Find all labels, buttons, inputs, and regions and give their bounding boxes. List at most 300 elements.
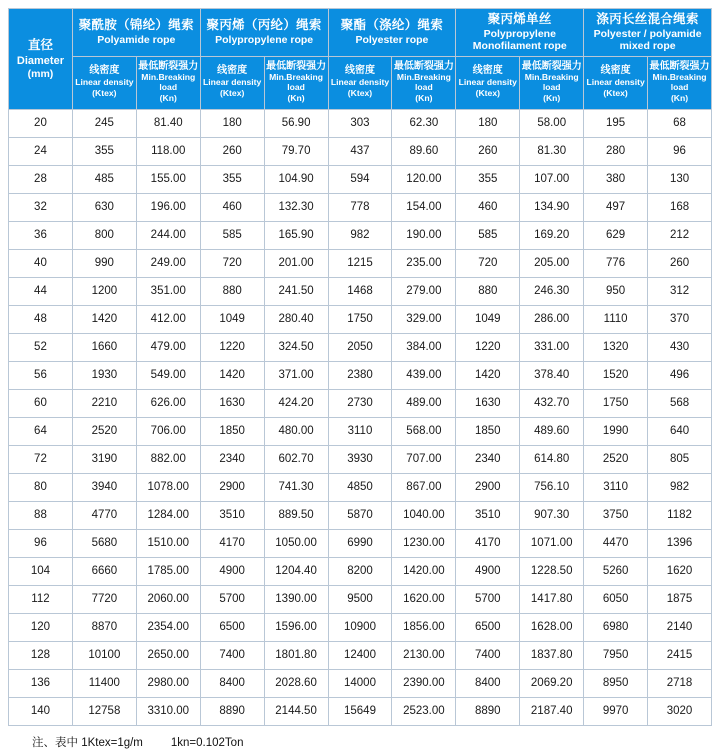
- cell-value: 5700: [456, 585, 520, 613]
- cell-value: 1628.00: [520, 613, 584, 641]
- table-row: [9, 305, 712, 333]
- cell-value: 2340: [200, 445, 264, 473]
- table-row: [9, 641, 712, 669]
- cell-value: 2390.00: [392, 669, 456, 697]
- cell-value: 2520: [72, 417, 136, 445]
- cell-value: 195: [584, 109, 648, 137]
- cell-value: 568: [648, 389, 712, 417]
- cell-value: 2900: [200, 473, 264, 501]
- subheader-linear-density: [328, 56, 392, 109]
- cell-value: 8950: [584, 669, 648, 697]
- cell-value: 2069.20: [520, 669, 584, 697]
- table-row: [9, 557, 712, 585]
- subheader-label-en: Linear density: [75, 77, 134, 88]
- cell-value: 1468: [328, 277, 392, 305]
- cell-diameter: 52: [9, 333, 73, 361]
- cell-value: 1620.00: [392, 585, 456, 613]
- cell-value: 1320: [584, 333, 648, 361]
- cell-value: 1785.00: [136, 557, 200, 585]
- subheader-label-en: Min.Breaking load: [141, 72, 196, 93]
- cell-value: 2900: [456, 473, 520, 501]
- cell-value: 6500: [456, 613, 520, 641]
- cell-value: 244.00: [136, 221, 200, 249]
- cell-value: 5700: [200, 585, 264, 613]
- cell-diameter: 104: [9, 557, 73, 585]
- column-group-polyester: [328, 9, 456, 57]
- group-label-cn: 聚丙烯（丙纶）绳索: [206, 18, 322, 33]
- cell-value: 378.40: [520, 361, 584, 389]
- cell-value: 3750: [584, 501, 648, 529]
- cell-value: 4170: [200, 529, 264, 557]
- cell-value: 1850: [200, 417, 264, 445]
- cell-value: 6050: [584, 585, 648, 613]
- table-row: [9, 333, 712, 361]
- group-label-en: Polyamide rope: [97, 33, 176, 46]
- subheader-label-en: Linear density: [586, 77, 645, 88]
- cell-value: 1630: [200, 389, 264, 417]
- cell-value: 889.50: [264, 501, 328, 529]
- cell-value: 2650.00: [136, 641, 200, 669]
- cell-value: 720: [456, 249, 520, 277]
- subheader-label-cn: 线密度: [89, 65, 120, 77]
- cell-value: 1930: [72, 361, 136, 389]
- table-row: [9, 165, 712, 193]
- cell-value: 324.50: [264, 333, 328, 361]
- cell-value: 1110: [584, 305, 648, 333]
- cell-value: 3510: [200, 501, 264, 529]
- cell-value: 1049: [200, 305, 264, 333]
- cell-value: 2520: [584, 445, 648, 473]
- table-header: [9, 9, 712, 110]
- cell-value: 549.00: [136, 361, 200, 389]
- column-group-pp-monofilament: [456, 9, 584, 57]
- subheader-label-en: Linear density: [203, 77, 262, 88]
- cell-diameter: 60: [9, 389, 73, 417]
- cell-diameter: 64: [9, 417, 73, 445]
- cell-diameter: 28: [9, 165, 73, 193]
- cell-value: 4770: [72, 501, 136, 529]
- cell-value: 104.90: [264, 165, 328, 193]
- cell-value: 1396: [648, 529, 712, 557]
- cell-value: 4170: [456, 529, 520, 557]
- cell-value: 165.90: [264, 221, 328, 249]
- group-label-cn: 聚丙烯单丝: [487, 12, 552, 26]
- cell-value: 79.70: [264, 137, 328, 165]
- subheader-label-cn: 最低断裂强力: [521, 60, 582, 72]
- cell-value: 6660: [72, 557, 136, 585]
- cell-value: 1220: [456, 333, 520, 361]
- cell-value: 460: [456, 193, 520, 221]
- cell-value: 249.00: [136, 249, 200, 277]
- cell-value: 3310.00: [136, 697, 200, 725]
- cell-diameter: 32: [9, 193, 73, 221]
- cell-value: 4470: [584, 529, 648, 557]
- cell-value: 489.60: [520, 417, 584, 445]
- cell-value: 89.60: [392, 137, 456, 165]
- cell-value: 11400: [72, 669, 136, 697]
- cell-value: 1420: [200, 361, 264, 389]
- cell-diameter: 20: [9, 109, 73, 137]
- cell-value: 130: [648, 165, 712, 193]
- cell-value: 312: [648, 277, 712, 305]
- cell-value: 6990: [328, 529, 392, 557]
- cell-value: 6500: [200, 613, 264, 641]
- cell-value: 778: [328, 193, 392, 221]
- cell-value: 246.30: [520, 277, 584, 305]
- cell-value: 640: [648, 417, 712, 445]
- subheader-label-cn: 最低断裂强力: [649, 60, 710, 72]
- cell-value: 594: [328, 165, 392, 193]
- cell-value: 1078.00: [136, 473, 200, 501]
- cell-value: 7950: [584, 641, 648, 669]
- table-row: [9, 697, 712, 725]
- cell-value: 2340: [456, 445, 520, 473]
- subheader-label-cn: 最低断裂强力: [393, 60, 454, 72]
- cell-value: 907.30: [520, 501, 584, 529]
- cell-value: 629: [584, 221, 648, 249]
- cell-diameter: 40: [9, 249, 73, 277]
- cell-diameter: 120: [9, 613, 73, 641]
- cell-value: 614.80: [520, 445, 584, 473]
- cell-value: 260: [648, 249, 712, 277]
- table-row: [9, 249, 712, 277]
- cell-value: 602.70: [264, 445, 328, 473]
- cell-value: 1228.50: [520, 557, 584, 585]
- cell-value: 355: [456, 165, 520, 193]
- cell-value: 2060.00: [136, 585, 200, 613]
- table-row: [9, 473, 712, 501]
- subheader-unit: (Ktex): [603, 88, 628, 99]
- cell-value: 1200: [72, 277, 136, 305]
- cell-value: 480.00: [264, 417, 328, 445]
- table-row: [9, 669, 712, 697]
- cell-value: 2980.00: [136, 669, 200, 697]
- subheader-unit: (Kn): [543, 93, 561, 104]
- cell-value: 1420: [72, 305, 136, 333]
- table-row: [9, 501, 712, 529]
- cell-value: 384.00: [392, 333, 456, 361]
- cell-value: 120.00: [392, 165, 456, 193]
- cell-value: 68: [648, 109, 712, 137]
- cell-value: 424.20: [264, 389, 328, 417]
- cell-value: 706.00: [136, 417, 200, 445]
- cell-value: 3110: [584, 473, 648, 501]
- cell-value: 1420.00: [392, 557, 456, 585]
- subheader-linear-density: [456, 56, 520, 109]
- column-header-diameter: [9, 9, 73, 110]
- group-label-cn: 聚酰胺（锦纶）绳索: [78, 18, 194, 33]
- cell-value: 371.00: [264, 361, 328, 389]
- cell-value: 982: [328, 221, 392, 249]
- column-group-polyamide: [72, 9, 200, 57]
- cell-value: 8200: [328, 557, 392, 585]
- cell-value: 81.40: [136, 109, 200, 137]
- cell-value: 1620: [648, 557, 712, 585]
- cell-value: 132.30: [264, 193, 328, 221]
- subheader-label-cn: 线密度: [472, 65, 503, 77]
- cell-value: 286.00: [520, 305, 584, 333]
- cell-value: 460: [200, 193, 264, 221]
- cell-value: 235.00: [392, 249, 456, 277]
- diameter-label-en: Diameter: [16, 54, 64, 67]
- cell-value: 351.00: [136, 277, 200, 305]
- cell-value: 1875: [648, 585, 712, 613]
- table-row: [9, 389, 712, 417]
- cell-value: 196.00: [136, 193, 200, 221]
- cell-value: 1510.00: [136, 529, 200, 557]
- cell-value: 1750: [584, 389, 648, 417]
- cell-value: 8870: [72, 613, 136, 641]
- group-label-en: Polyester rope: [355, 33, 429, 46]
- cell-value: 190.00: [392, 221, 456, 249]
- subheader-breaking-load: [520, 56, 584, 109]
- group-label-en: Polypropylene Monofilament rope: [472, 27, 567, 53]
- cell-diameter: 36: [9, 221, 73, 249]
- cell-value: 329.00: [392, 305, 456, 333]
- cell-value: 882.00: [136, 445, 200, 473]
- cell-value: 10900: [328, 613, 392, 641]
- subheader-label-cn: 线密度: [600, 65, 631, 77]
- cell-value: 2354.00: [136, 613, 200, 641]
- cell-value: 8890: [456, 697, 520, 725]
- table-row: [9, 361, 712, 389]
- cell-value: 805: [648, 445, 712, 473]
- table-row: [9, 109, 712, 137]
- cell-value: 180: [456, 109, 520, 137]
- cell-value: 201.00: [264, 249, 328, 277]
- subheader-breaking-load: [136, 56, 200, 109]
- cell-value: 260: [200, 137, 264, 165]
- cell-value: 1520: [584, 361, 648, 389]
- cell-diameter: 140: [9, 697, 73, 725]
- cell-value: 56.90: [264, 109, 328, 137]
- cell-value: 12758: [72, 697, 136, 725]
- cell-value: 3510: [456, 501, 520, 529]
- cell-value: 2140: [648, 613, 712, 641]
- group-label-cn: 聚酯（涤纶）绳索: [340, 18, 444, 33]
- subheader-breaking-load: [648, 56, 712, 109]
- cell-value: 485: [72, 165, 136, 193]
- cell-value: 14000: [328, 669, 392, 697]
- cell-diameter: 136: [9, 669, 73, 697]
- cell-value: 3020: [648, 697, 712, 725]
- cell-value: 5260: [584, 557, 648, 585]
- cell-value: 720: [200, 249, 264, 277]
- table-row: [9, 277, 712, 305]
- subheader-label-cn: 最低断裂强力: [138, 60, 199, 72]
- cell-value: 1750: [328, 305, 392, 333]
- header-row-subheaders: [9, 56, 712, 109]
- cell-value: 776: [584, 249, 648, 277]
- cell-value: 205.00: [520, 249, 584, 277]
- cell-value: 8890: [200, 697, 264, 725]
- cell-value: 280.40: [264, 305, 328, 333]
- cell-value: 630: [72, 193, 136, 221]
- cell-value: 2144.50: [264, 697, 328, 725]
- column-group-mixed: [584, 9, 712, 57]
- cell-value: 154.00: [392, 193, 456, 221]
- diameter-unit: (mm): [27, 67, 54, 80]
- cell-value: 1230.00: [392, 529, 456, 557]
- cell-value: 2130.00: [392, 641, 456, 669]
- subheader-breaking-load: [392, 56, 456, 109]
- cell-value: 3940: [72, 473, 136, 501]
- footnote-text-2: 1kn=0.102Ton: [170, 736, 244, 749]
- cell-diameter: 88: [9, 501, 73, 529]
- cell-value: 430: [648, 333, 712, 361]
- cell-value: 355: [72, 137, 136, 165]
- cell-value: 4900: [200, 557, 264, 585]
- subheader-unit: (Ktex): [219, 88, 245, 99]
- cell-diameter: 96: [9, 529, 73, 557]
- cell-diameter: 24: [9, 137, 73, 165]
- cell-value: 241.50: [264, 277, 328, 305]
- cell-value: 1417.80: [520, 585, 584, 613]
- cell-value: 3190: [72, 445, 136, 473]
- cell-value: 245: [72, 109, 136, 137]
- cell-value: 2730: [328, 389, 392, 417]
- cell-value: 585: [200, 221, 264, 249]
- cell-value: 1856.00: [392, 613, 456, 641]
- cell-diameter: 56: [9, 361, 73, 389]
- subheader-label-en: Min.Breaking load: [652, 72, 707, 93]
- cell-value: 1660: [72, 333, 136, 361]
- cell-value: 134.90: [520, 193, 584, 221]
- cell-diameter: 72: [9, 445, 73, 473]
- cell-value: 412.00: [136, 305, 200, 333]
- table-row: [9, 221, 712, 249]
- cell-diameter: 80: [9, 473, 73, 501]
- cell-value: 96: [648, 137, 712, 165]
- table-row: [9, 193, 712, 221]
- cell-diameter: 112: [9, 585, 73, 613]
- cell-value: 118.00: [136, 137, 200, 165]
- cell-value: 1390.00: [264, 585, 328, 613]
- cell-value: 1837.80: [520, 641, 584, 669]
- table-row: [9, 529, 712, 557]
- cell-value: 867.00: [392, 473, 456, 501]
- group-label-cn: 涤丙长丝混合绳索: [596, 12, 699, 26]
- cell-value: 950: [584, 277, 648, 305]
- cell-value: 5870: [328, 501, 392, 529]
- footnote: [8, 734, 712, 750]
- cell-value: 81.30: [520, 137, 584, 165]
- cell-value: 370: [648, 305, 712, 333]
- subheader-label-cn: 最低断裂强力: [266, 60, 327, 72]
- cell-value: 279.00: [392, 277, 456, 305]
- cell-value: 155.00: [136, 165, 200, 193]
- subheader-linear-density: [584, 56, 648, 109]
- subheader-label-en: Linear density: [330, 77, 390, 88]
- cell-value: 800: [72, 221, 136, 249]
- cell-value: 6980: [584, 613, 648, 641]
- cell-value: 2187.40: [520, 697, 584, 725]
- subheader-label-cn: 线密度: [344, 65, 375, 77]
- cell-value: 1850: [456, 417, 520, 445]
- cell-value: 280: [584, 137, 648, 165]
- header-row-groups: [9, 9, 712, 57]
- cell-value: 180: [200, 109, 264, 137]
- subheader-label-en: Linear density: [458, 77, 517, 88]
- cell-value: 2028.60: [264, 669, 328, 697]
- subheader-unit: (Ktex): [92, 88, 117, 99]
- cell-value: 880: [456, 277, 520, 305]
- cell-value: 1071.00: [520, 529, 584, 557]
- rope-specification-table: [8, 8, 712, 726]
- cell-value: 3930: [328, 445, 392, 473]
- cell-value: 4850: [328, 473, 392, 501]
- cell-value: 7400: [200, 641, 264, 669]
- cell-value: 982: [648, 473, 712, 501]
- table-body: [9, 109, 712, 725]
- cell-value: 331.00: [520, 333, 584, 361]
- subheader-label-cn: 线密度: [217, 65, 248, 77]
- cell-value: 1215: [328, 249, 392, 277]
- cell-value: 626.00: [136, 389, 200, 417]
- cell-value: 2415: [648, 641, 712, 669]
- cell-value: 355: [200, 165, 264, 193]
- cell-value: 496: [648, 361, 712, 389]
- cell-diameter: 44: [9, 277, 73, 305]
- cell-value: 8400: [456, 669, 520, 697]
- subheader-label-en: Min.Breaking load: [524, 72, 579, 93]
- cell-value: 7720: [72, 585, 136, 613]
- subheader-linear-density: [72, 56, 136, 109]
- cell-value: 1204.40: [264, 557, 328, 585]
- column-group-polypropylene: [200, 9, 328, 57]
- cell-value: 4900: [456, 557, 520, 585]
- table-row: [9, 445, 712, 473]
- cell-value: 432.70: [520, 389, 584, 417]
- cell-value: 1050.00: [264, 529, 328, 557]
- cell-value: 1049: [456, 305, 520, 333]
- subheader-unit: (Ktex): [475, 88, 500, 99]
- cell-value: 107.00: [520, 165, 584, 193]
- cell-value: 2210: [72, 389, 136, 417]
- cell-value: 489.00: [392, 389, 456, 417]
- subheader-unit: (Kn): [670, 93, 689, 104]
- cell-value: 7400: [456, 641, 520, 669]
- cell-value: 212: [648, 221, 712, 249]
- cell-value: 1284.00: [136, 501, 200, 529]
- cell-diameter: 128: [9, 641, 73, 669]
- cell-value: 439.00: [392, 361, 456, 389]
- cell-value: 168: [648, 193, 712, 221]
- cell-value: 2050: [328, 333, 392, 361]
- cell-value: 380: [584, 165, 648, 193]
- cell-value: 585: [456, 221, 520, 249]
- cell-value: 15649: [328, 697, 392, 725]
- cell-value: 62.30: [392, 109, 456, 137]
- cell-value: 3110: [328, 417, 392, 445]
- cell-value: 10100: [72, 641, 136, 669]
- subheader-unit: (Kn): [159, 93, 177, 104]
- cell-value: 1596.00: [264, 613, 328, 641]
- cell-value: 1040.00: [392, 501, 456, 529]
- cell-value: 437: [328, 137, 392, 165]
- cell-value: 479.00: [136, 333, 200, 361]
- cell-value: 1420: [456, 361, 520, 389]
- subheader-unit: (Ktex): [347, 88, 373, 99]
- cell-value: 8400: [200, 669, 264, 697]
- group-label-en: Polyester / polyamide mixed rope: [593, 27, 702, 53]
- cell-value: 260: [456, 137, 520, 165]
- cell-value: 990: [72, 249, 136, 277]
- table-row: [9, 613, 712, 641]
- cell-value: 5680: [72, 529, 136, 557]
- cell-value: 741.30: [264, 473, 328, 501]
- cell-value: 1182: [648, 501, 712, 529]
